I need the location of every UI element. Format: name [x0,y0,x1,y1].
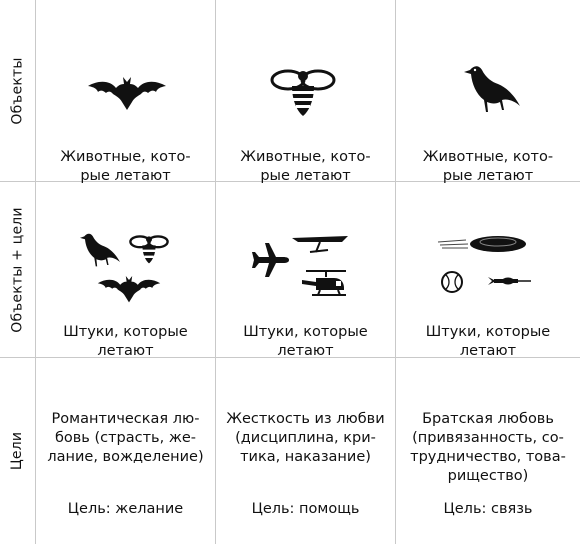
cell-objects-bird [396,0,580,182]
cell-caption: Животные, кото- рые летают [422,149,554,184]
row-label-objects: Объекты [0,0,36,182]
cell-goals-brotherly [396,358,580,544]
cell-caption: Штуки, которые летают [63,324,188,359]
cell-description: Жесткость из любви (дисциплина, кри- тика, наказание) [226,411,385,465]
row-label-goals: Цели [0,358,36,544]
bee-icon [128,232,170,266]
cell-caption: Животные, кото- рые летают [60,149,191,184]
cell-objects-goals-aircraft [216,182,396,358]
cell-caption: Животные, кото- рые летают [240,149,371,184]
cell-goal: Цель: желание [67,501,184,517]
cell-caption: Штуки, которые летают [243,324,368,359]
cell-goal: Цель: помощь [251,501,360,517]
cell-goals-romantic [36,358,216,544]
bird-icon [464,62,520,116]
helicopter-icon [300,268,350,300]
cell-objects-goals-thrown [396,182,580,358]
row-label-objects-goals: Объекты + цели [0,182,36,358]
frisbee-icon [436,234,528,256]
bat-icon [86,72,168,112]
baseball-icon [440,270,464,294]
cell-objects-bat [36,0,216,182]
cell-objects-bee [216,0,396,182]
hang-glider-icon [290,234,350,256]
cell-goals-tough-love [216,358,396,544]
dart-icon [488,274,532,288]
cell-description: Братская любовь (привязанность, со- трудничество, това- рищество) [410,411,566,484]
bat-icon [96,272,162,304]
cell-caption: Штуки, которые летают [425,324,551,359]
bee-icon [268,66,338,118]
cell-objects-goals-animals [36,182,216,358]
cell-description: Романтическая лю- бовь (страсть, же- лание, вожделение) [47,411,204,465]
cell-goal: Цель: связь [443,501,533,517]
airplane-icon [252,240,290,280]
bird-icon [80,230,120,270]
